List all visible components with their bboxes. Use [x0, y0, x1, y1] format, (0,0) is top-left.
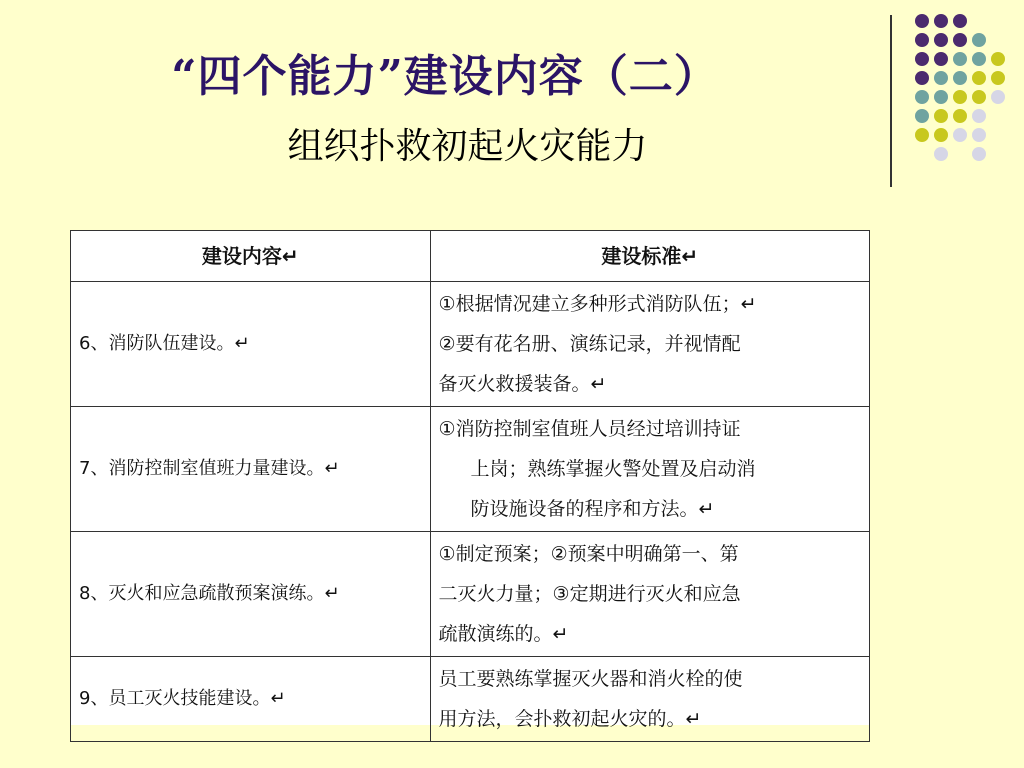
- standard-line: 员工要熟练掌握灭火器和消火栓的使: [438, 668, 743, 690]
- standard-line: ①制定预案；②预案中明确第一、第: [438, 543, 739, 565]
- decor-dot: [972, 33, 986, 47]
- table-row: [71, 532, 870, 657]
- decor-dot: [934, 33, 948, 47]
- decor-dot: [934, 109, 948, 123]
- decor-dot: [953, 90, 967, 104]
- decor-dot: [972, 109, 986, 123]
- row-content: 6、消防队伍建设。↵: [71, 282, 431, 407]
- standard-line: 二灭火力量；③定期进行灭火和应急: [438, 583, 741, 605]
- decor-dot: [934, 52, 948, 66]
- decor-dot: [915, 14, 929, 28]
- row-standard: [430, 407, 869, 532]
- row-content: 7、消防控制室值班力量建设。↵: [71, 407, 431, 532]
- standard-line: 防设施设备的程序和方法。↵: [470, 498, 715, 520]
- decor-dot: [991, 90, 1005, 104]
- decor-dot: [915, 109, 929, 123]
- vertical-divider: [890, 15, 892, 187]
- decor-dot: [915, 90, 929, 104]
- decor-dot: [915, 128, 929, 142]
- decor-dot: [934, 14, 948, 28]
- standard-line: 备灭火救援装备。↵: [438, 373, 607, 395]
- decor-dot: [953, 14, 967, 28]
- row-content: 9、员工灭火技能建设。↵: [71, 657, 431, 742]
- table-row: [71, 657, 870, 742]
- decor-dot: [972, 147, 986, 161]
- decor-dot: [934, 147, 948, 161]
- standard-line: 疏散演练的。↵: [438, 623, 569, 645]
- decor-dot: [934, 128, 948, 142]
- standard-line: ①根据情况建立多种形式消防队伍；↵: [438, 293, 757, 315]
- decor-dot: [953, 33, 967, 47]
- table-header-row: [71, 231, 870, 282]
- standard-line: ②要有花名册、演练记录，并视情配: [438, 333, 741, 355]
- decor-dot: [991, 52, 1005, 66]
- construction-standards-table: [70, 230, 870, 730]
- decor-dot: [972, 90, 986, 104]
- header-standard: 建设标准↵: [430, 231, 869, 282]
- standard-line: ①消防控制室值班人员经过培训持证: [438, 418, 741, 440]
- row-standard: [430, 657, 869, 742]
- row-standard: [430, 282, 869, 407]
- decor-dot: [953, 128, 967, 142]
- decor-dot: [934, 71, 948, 85]
- decor-dot: [915, 71, 929, 85]
- decor-dot: [953, 52, 967, 66]
- dot-grid-decoration: [900, 14, 1020, 164]
- slide-subtitle: 组织扑救初起火灾能力: [287, 126, 648, 167]
- standard-line: 上岗；熟练掌握火警处置及启动消: [470, 458, 756, 480]
- decor-dot: [915, 33, 929, 47]
- decor-dot: [915, 52, 929, 66]
- decor-dot: [972, 52, 986, 66]
- row-content: 8、灭火和应急疏散预案演练。↵: [71, 532, 431, 657]
- decor-dot: [934, 90, 948, 104]
- decor-dot: [953, 71, 967, 85]
- decor-dot: [953, 109, 967, 123]
- header-content: 建设内容↵: [71, 231, 431, 282]
- standard-line: 用方法，会扑救初起火灾的。↵: [438, 708, 702, 730]
- table-row: [71, 282, 870, 407]
- decor-dot: [991, 71, 1005, 85]
- table-row: [71, 407, 870, 532]
- decor-dot: [972, 71, 986, 85]
- row-standard: [430, 532, 869, 657]
- slide-title: “四个能力”建设内容（二）: [171, 51, 719, 102]
- decor-dot: [972, 128, 986, 142]
